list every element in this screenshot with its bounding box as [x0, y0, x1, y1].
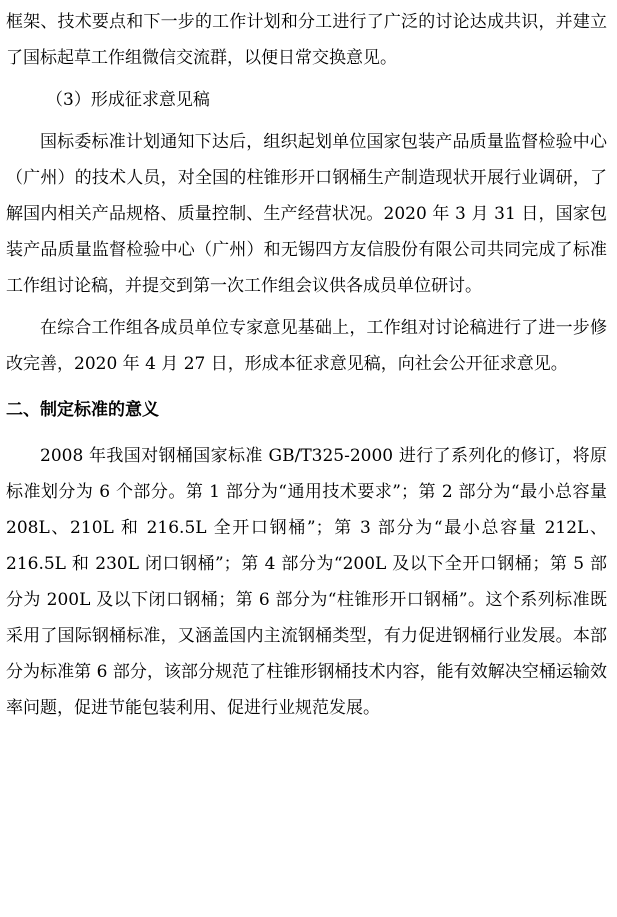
section-heading-significance: 二、制定标准的意义 — [6, 400, 159, 420]
paragraph-continuation: 框架、技术要点和下一步的工作计划和分工进行了广泛的讨论达成共识，并建立了国标起草工作组微信交流群，以便日常交换意见。 — [6, 12, 607, 68]
subheading-form-draft: （3）形成征求意见稿 — [46, 90, 210, 110]
paragraph-plan-notice: 国标委标准计划通知下达后，组织起划单位国家包装产品质量监督检验中心（广州）的技术人员，对全国的柱锥形开口钢桶生产制造现状开展行业调研，了解国内相关产品规格、质量控制、生产经营状况。2020 年 3 月 31 日，国家包装产品质量监督检验中心（广州）和无锡四方友信股份有限公司共同完成了标准工作组讨论稿，并提交到第一次工作组会议供各成员单位研讨。 — [6, 132, 607, 296]
paragraph-revision: 在综合工作组各成员单位专家意见基础上，工作组对讨论稿进行了进一步修改完善，2020 年 4 月 27 日，形成本征求意见稿，向社会公开征求意见。 — [6, 318, 607, 374]
paragraph-standard-series: 2008 年我国对钢桶国家标准 GB/T325-2000 进行了系列化的修订，将原标准划分为 6 个部分。第 1 部分为“通用技术要求”；第 2 部分为“最小总容量 208L、210L 和 216.5L 全开口钢桶”；第 3 部分为“最小总容量 212L、216.5L 和 230L 闭口钢桶”；第 4 部分为“200L 及以下全开口钢桶；第 5 部分为 200L 及以下闭口钢桶；第 6 部分为“柱锥形开口钢桶”。这个系列标准既采用了国际钢桶标准，又涵盖国内主流钢桶类型，有力促进钢桶行业发展。本部分为标准第 6 部分，该部分规范了柱锥形钢桶技术内容，能有效解决空桶运输效率问题，促进节能包装利用、促进行业规范发展。 — [6, 446, 607, 718]
